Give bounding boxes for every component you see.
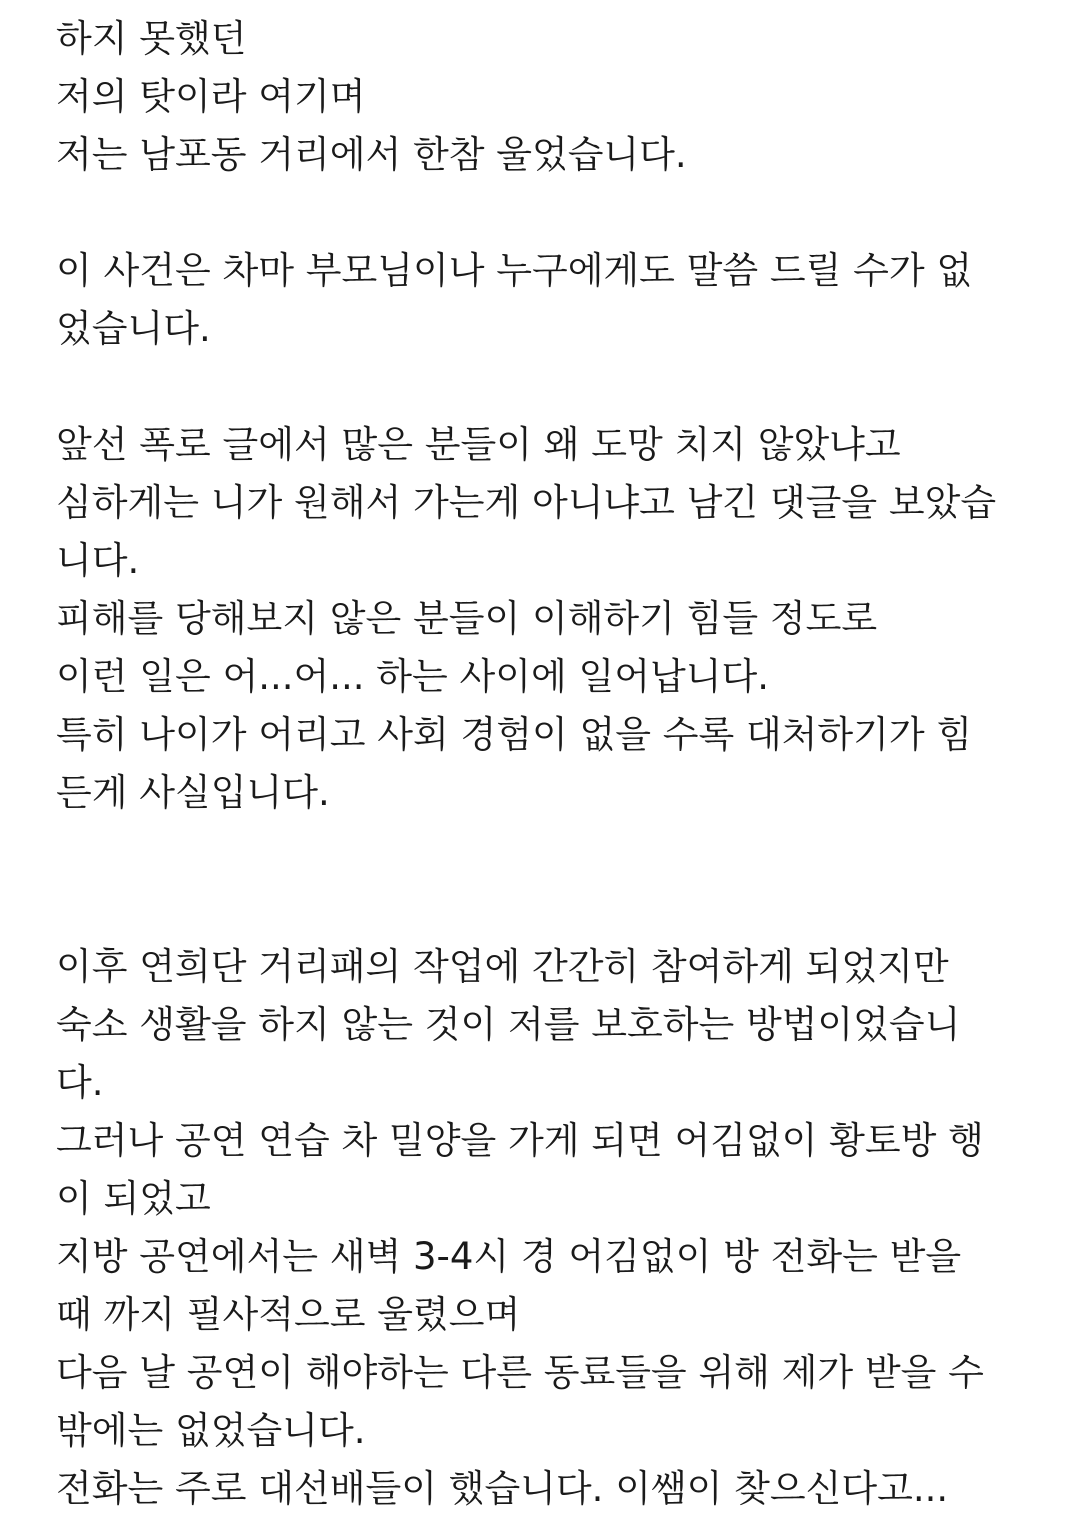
- document-body: [56, 10, 1056, 1518]
- text-line: 니다.: [56, 539, 140, 582]
- paragraph-spacer: [56, 358, 1056, 416]
- paragraph-2: [56, 242, 1056, 358]
- paragraph-spacer: [56, 184, 1056, 242]
- text-line: 이후 연희단 거리패의 작업에 간간히 참여하게 되었지만: [56, 945, 949, 988]
- text-line: 저는 남포동 거리에서 한참 울었습니다.: [56, 133, 687, 176]
- text-line: 때 까지 필사적으로 울렸으며: [56, 1293, 521, 1336]
- text-line: 다음 날 공연이 해야하는 다른 동료들을 위해 제가 받을 수: [56, 1351, 984, 1394]
- text-line: 지방 공연에서는 새벽 3-4시 경 어김없이 방 전화는 받을: [56, 1235, 962, 1278]
- text-line: 밖에는 없었습니다.: [56, 1409, 366, 1452]
- paragraph-1: [56, 10, 1056, 184]
- text-line: 다.: [56, 1061, 104, 1104]
- paragraph-spacer: [56, 822, 1056, 938]
- text-line: 이 사건은 차마 부모님이나 누구에게도 말씀 드릴 수가 없: [56, 249, 973, 292]
- text-line: 이런 일은 어...어... 하는 사이에 일어납니다.: [56, 655, 770, 698]
- text-line: 었습니다.: [56, 307, 211, 350]
- text-line: 전화는 주로 대선배들이 했습니다. 이쌤이 찾으신다고...: [56, 1467, 949, 1510]
- paragraph-3: [56, 416, 1056, 822]
- text-line: 피해를 당해보지 않은 분들이 이해하기 힘들 정도로: [56, 597, 878, 640]
- text-line: 앞선 폭로 글에서 많은 분들이 왜 도망 치지 않았냐고: [56, 423, 901, 466]
- text-line: 심하게는 니가 원해서 가는게 아니냐고 남긴 댓글을 보았습: [56, 481, 997, 524]
- text-line: 저의 탓이라 여기며: [56, 75, 366, 118]
- text-line: 그러나 공연 연습 차 밀양을 가게 되면 어김없이 황토방 행: [56, 1119, 984, 1162]
- text-line: 숙소 생활을 하지 않는 것이 저를 보호하는 방법이었습니: [56, 1003, 961, 1046]
- text-line: 하지 못했던: [56, 17, 247, 60]
- text-line: 이 되었고: [56, 1177, 211, 1220]
- text-line: 든게 사실입니다.: [56, 771, 330, 814]
- paragraph-4: [56, 938, 1056, 1518]
- text-line: 특히 나이가 어리고 사회 경험이 없을 수록 대처하기가 힘: [56, 713, 973, 756]
